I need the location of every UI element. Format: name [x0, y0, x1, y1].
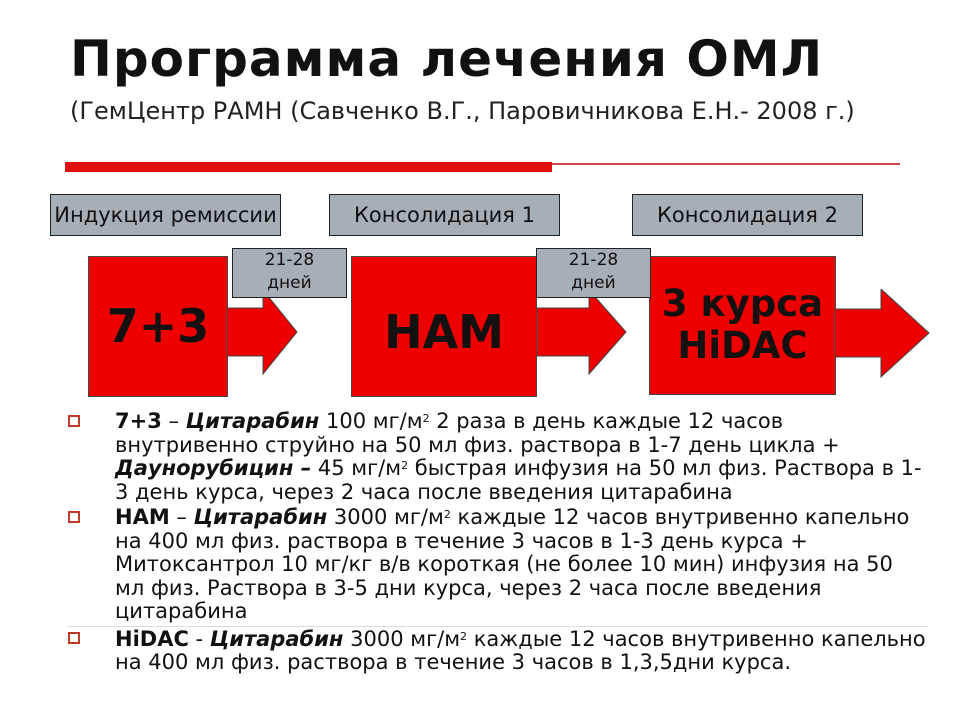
page-title: Программа лечения ОМЛ	[70, 30, 824, 88]
list-item: HiDAC - Цитарабин 3000 $мг/м^2$ каждые 12 часов внутривенно капельно на 400 мл физ. раствора в течение 3 часов в 1,3,5дни курса.	[68, 626, 928, 675]
interval-value: 21-28	[568, 250, 619, 270]
regimen-label-line2: HiDAC	[677, 324, 808, 367]
arrow-right-icon	[833, 289, 933, 383]
phase-induction: Индукция ремиссии	[50, 194, 281, 236]
interval-value: 21-28	[264, 250, 315, 270]
regimen-box-ham	[351, 256, 537, 397]
interval-box	[536, 248, 651, 298]
regimen-description-list	[68, 410, 928, 677]
interval-unit: дней	[267, 273, 312, 293]
phase-consolidation-1: Консолидация 1	[329, 194, 560, 236]
square-bullet-icon	[68, 511, 80, 523]
phase-consolidation-2: Консолидация 2	[632, 194, 863, 236]
title-rule-thin	[552, 163, 900, 165]
interval-unit: дней	[571, 273, 616, 293]
regimen-label: 7+3	[106, 299, 210, 353]
arrow-right-icon	[225, 290, 300, 380]
arrow-right-icon	[534, 290, 629, 380]
list-item: 7+3 – Цитарабин 100 $мг/м^2$ 2 раза в день каждые 12 часов внутривенно струйно на 50 мл физ. раствора в 1-7 день цикла + Даунорубицин – 45 $мг/м^2$ быстрая инфузия на 50 мл физ. Раствора в 1-3 день курса, через 2 часа после введения цитарабина	[68, 410, 928, 504]
regimen-box-7-3	[88, 256, 228, 397]
interval-box	[232, 248, 347, 298]
page-subtitle: (ГемЦентр РАМН (Савченко В.Г., Паровичникова Е.Н.- 2008 г.)	[70, 97, 855, 125]
list-item: HAM – Цитарабин 3000 $мг/м^2$ каждые 12 часов внутривенно капельно на 400 мл физ. раствора в течение 3 часов в 1-3 день курса + Митоксантрол 10 мг/кг в/в короткая (не более 10 мин) инфузия на 50 мл физ. Раствора в 3-5 дни курса, через 2 часа после введения цитарабина	[68, 506, 928, 624]
title-rule-thick	[65, 162, 552, 172]
regimen-label: HAM	[384, 305, 504, 359]
regimen-box-hidac	[649, 256, 836, 395]
square-bullet-icon	[68, 415, 80, 427]
square-bullet-icon	[68, 632, 80, 644]
regimen-label-line1: 3 курса	[661, 282, 824, 325]
